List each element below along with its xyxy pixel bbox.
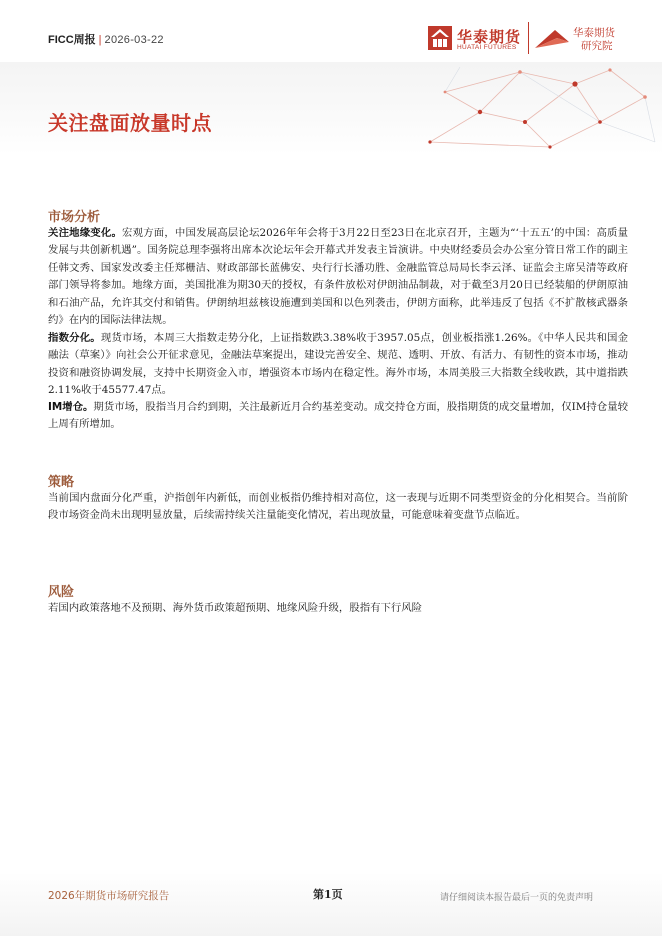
market-p1-body: 宏观方面，中国发展高层论坛2026年年会将于3月22日至23日在北京召开，主题为“‘十五五’的中国：高质量发展与共创新机遇”。国务院总理李强将出席本次论坛年会开幕式并发表主旨演讲。中央财经委员会办公室分管日常工作的副主任韩文秀、国家发改委主任郑栅洁、财政部部长蓝佛安、央行行长潘功胜、金融监管总局局长李云泽、证监会主席吴清等政府部门领导将参加。地缘方面，美国批准为期30天的授权，有条件放松对伊朗油品制裁，对于截至3月20日已经装船的伊朗原油和石油产品，允许其交付和销售。伊朗纳坦兹核设施遭到美国和以色列袭击，伊朗方面称，此举违反了包括《不扩散核武器条约》在内的国际法律法规。 — [48, 227, 629, 327]
huatai-futures-logo — [428, 24, 528, 54]
market-p2-body: 现货市场，本周三大指数走势分化，上证指数跌3.38%收于3957.05点，创业板指涨1.26%。《中华人民共和国金融法（草案）》向社会公开征求意见，金融法草案提出，建设完善安全、规范、透明、开放、有活力、有韧性的资本市场，推动投资和融资协调发展，支持中长期资金入市，增强资本市场内在稳定性。海外市场，本周美股三大指数全线收跌，其中道指跌2.11%收于45577.47点。 — [48, 332, 629, 397]
page-title: 关注盘面放量时点 — [48, 111, 212, 135]
report-date: 2026-03-22 — [104, 34, 164, 46]
institute-logo — [535, 24, 645, 54]
footer-report-name: 2026年期货市场研究报告 — [48, 890, 170, 902]
section-heading-risk: 风险 — [48, 585, 75, 600]
logo-company-cn: 华泰期货 — [457, 28, 522, 46]
market-paragraph-index — [48, 330, 628, 400]
market-paragraph-futures — [48, 399, 628, 434]
huatai-logo-icon — [428, 26, 452, 50]
risk-paragraph: 若国内政策落地不及预期、海外货币政策超预期、地缘风险升级，股指有下行风险 — [48, 602, 423, 614]
logo-company-en: HUATAI FUTURES — [457, 44, 517, 51]
title-banner — [0, 62, 662, 154]
footer-background — [0, 872, 662, 936]
institute-name-line2: 研究院 — [581, 40, 613, 52]
section-heading-market: 市场分析 — [48, 210, 101, 225]
disclaimer-note: 请仔细阅读本报告最后一页的免责声明 — [440, 893, 594, 903]
network-decoration — [400, 62, 662, 154]
market-p3-lead: IM增仓。 — [48, 401, 94, 413]
page-header — [0, 0, 662, 62]
institute-name-line1: 华泰期货 — [573, 27, 615, 39]
logo-divider — [528, 22, 529, 54]
market-p1-lead: 关注地缘变化。 — [48, 227, 123, 239]
page-footer — [0, 872, 662, 936]
market-p3-body: 期货市场，股指当月合约到期，关注最新近月合约基差变动。成交持仓方面，股指期货的成交量增加，仅IM持仓量较上周有所增加。 — [48, 401, 628, 431]
strategy-paragraph: 当前国内盘面分化严重，沪指创年内新低，而创业板指仍维持相对高位，这一表现与近期不同类型资金的分化相契合。当前阶段市场资金尚未出现明显放量，后续需持续关注量能变化情况，若出现放量，可能意味着变盘节点临近。 — [48, 492, 628, 522]
market-paragraph-geopolitics — [48, 225, 628, 329]
page-number: 第1页 — [313, 888, 343, 901]
market-p2-lead: 指数分化。 — [48, 332, 101, 344]
header-separator: | — [98, 34, 102, 46]
doc-type: FICC周报 — [48, 34, 96, 46]
section-heading-strategy: 策略 — [48, 475, 75, 490]
doc-tag — [48, 31, 164, 47]
institute-logo-icon — [535, 28, 569, 50]
